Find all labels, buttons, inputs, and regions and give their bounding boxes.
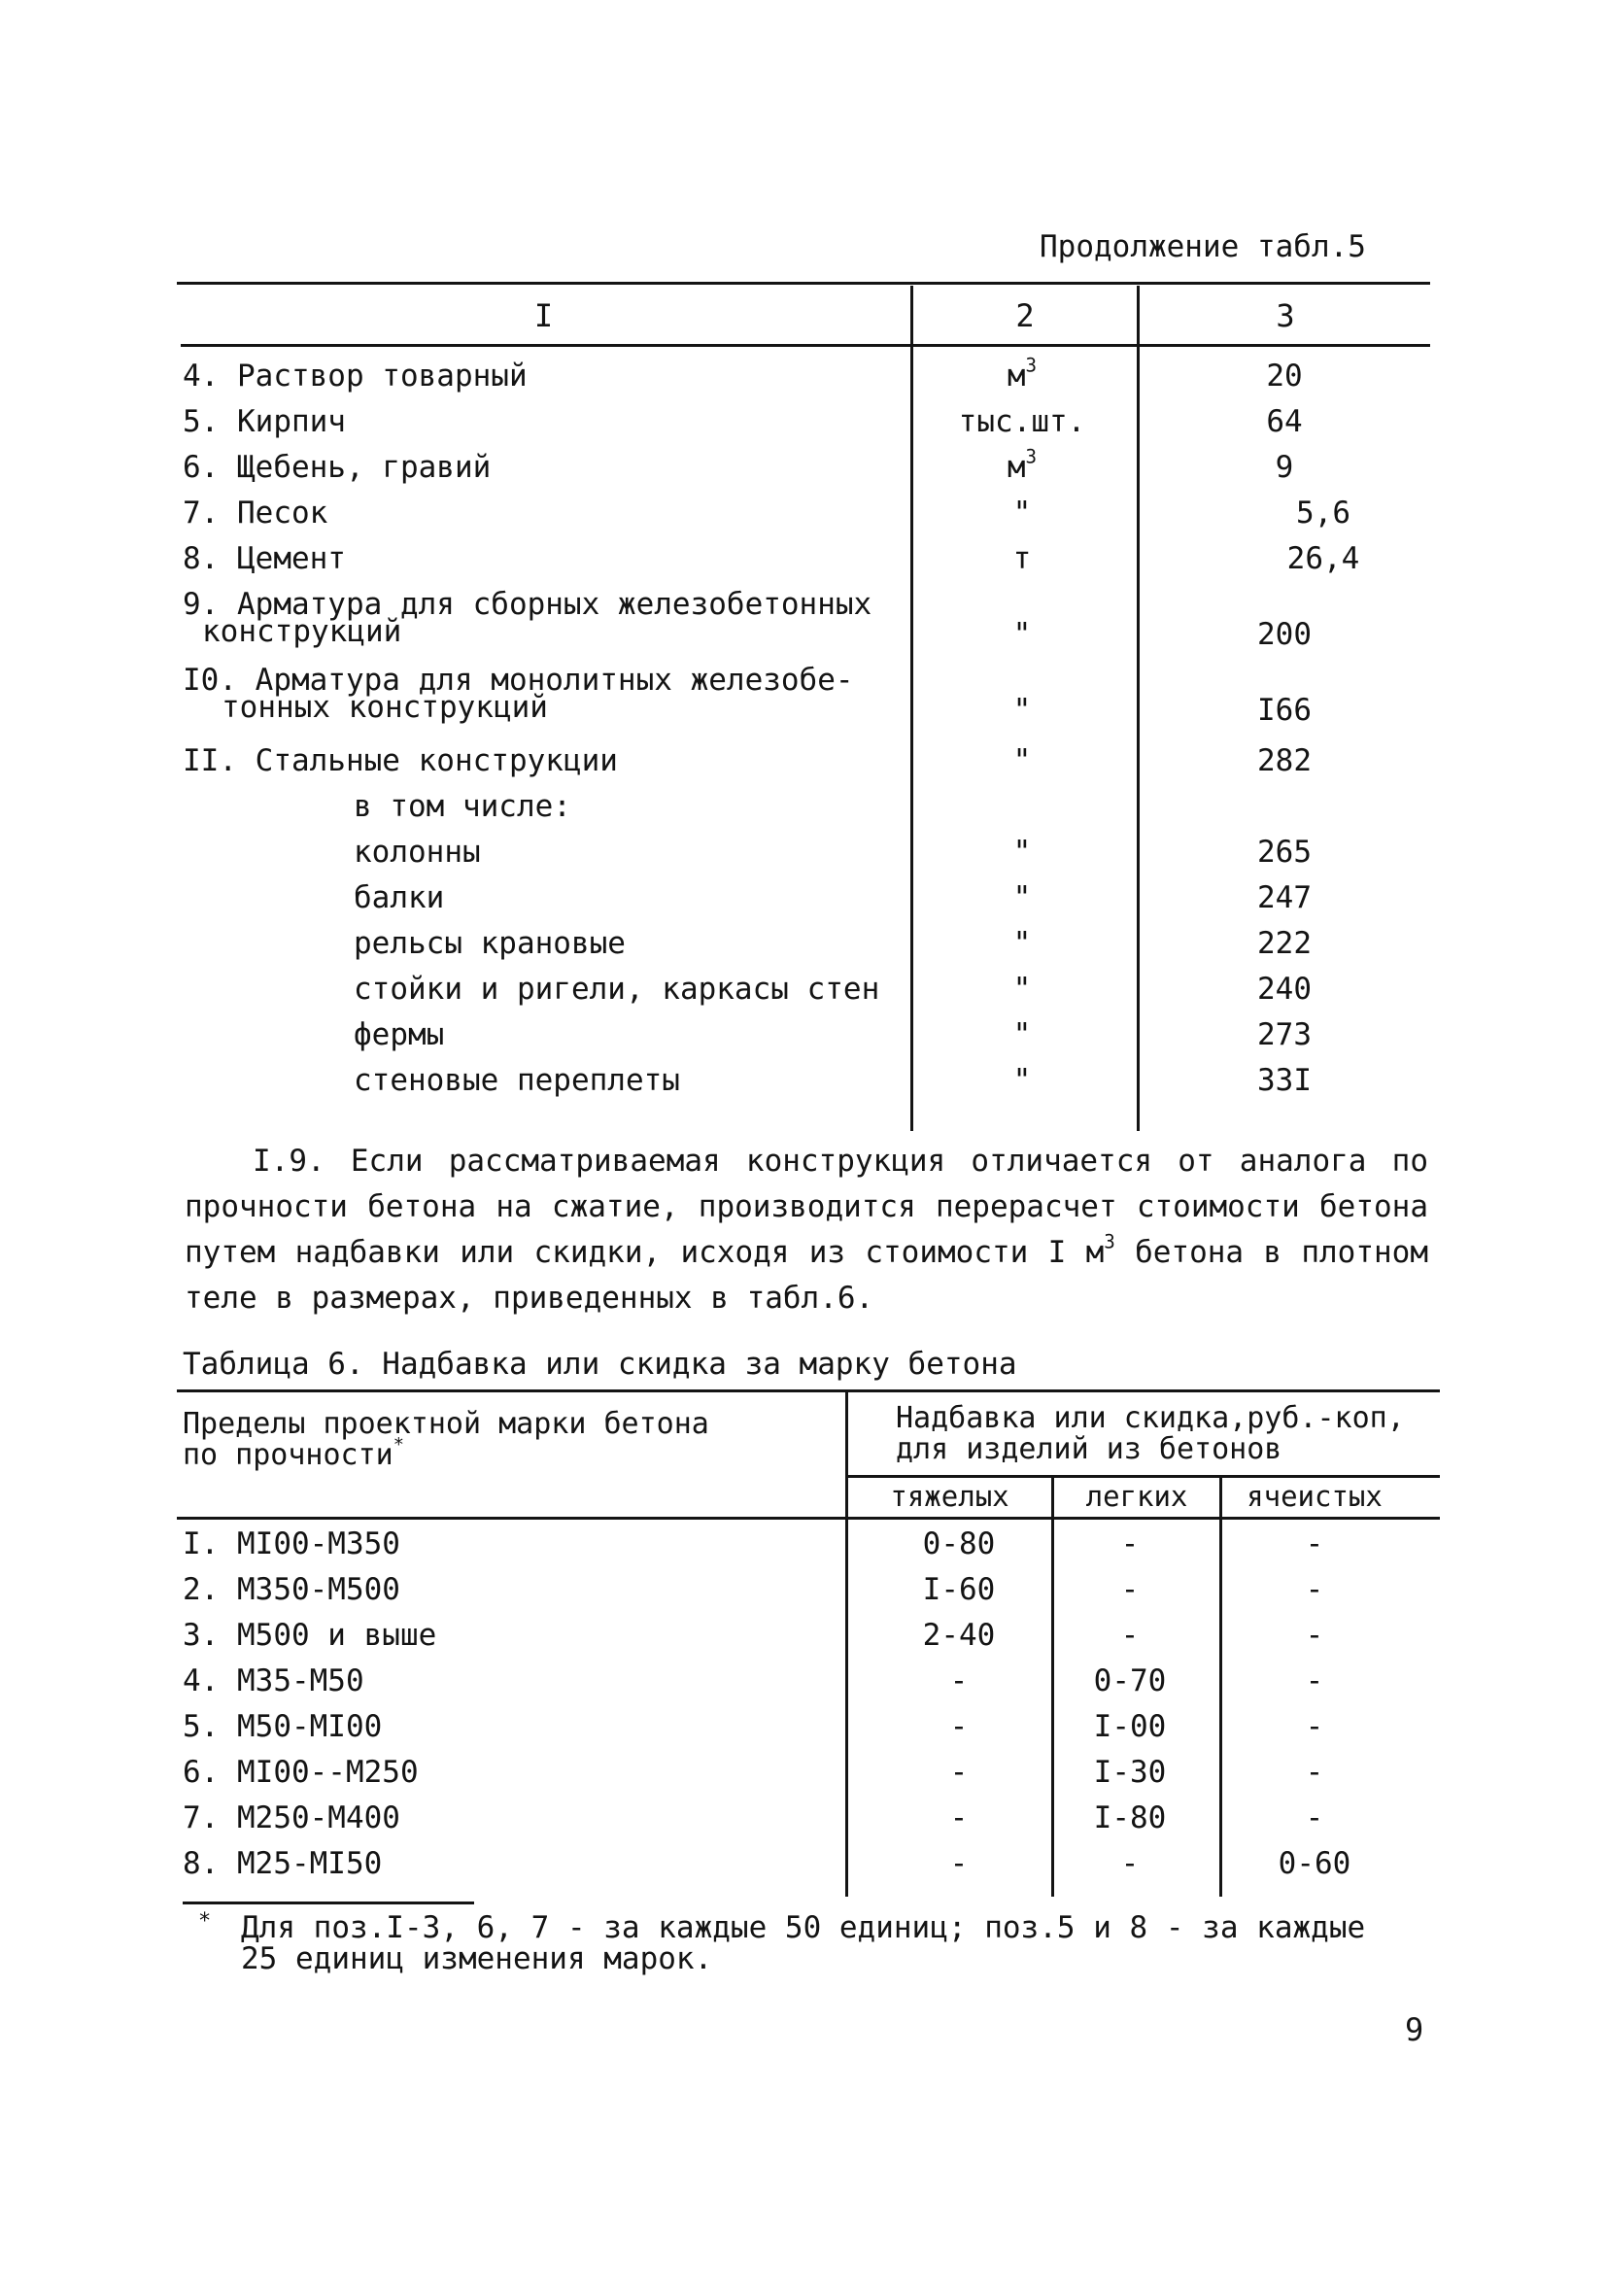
item-value: 240 — [1257, 972, 1312, 1007]
range-cell: I. MI00-M350 — [183, 1526, 400, 1561]
item-name: в том числе: — [354, 789, 571, 824]
table-row — [177, 972, 1430, 1019]
cellular-cell: - — [1305, 1526, 1324, 1561]
item-name: стойки и ригели, каркасы стен — [354, 972, 880, 1007]
range-cell: 4. M35-M50 — [183, 1663, 364, 1698]
table6-header-rule — [177, 1517, 1440, 1520]
item-name: 9. Арматура для сборных железобетонных конструкций — [183, 587, 872, 649]
heavy-cell: I-60 — [922, 1572, 996, 1607]
table-row — [177, 587, 1430, 655]
item-value: 282 — [1257, 743, 1312, 778]
item-value: 9 — [1275, 450, 1294, 485]
cellular-cell: - — [1305, 1618, 1324, 1653]
cellular-cell: - — [1305, 1663, 1324, 1698]
item-name: 6. Щебень, гравий — [183, 450, 492, 485]
table-row — [177, 1704, 1440, 1749]
item-name: балки — [354, 880, 445, 915]
table6-top-rule — [177, 1389, 1440, 1392]
heavy-cell: - — [949, 1709, 969, 1744]
cellular-cell: - — [1305, 1709, 1324, 1744]
item-value: 64 — [1266, 404, 1303, 439]
table-row — [177, 926, 1430, 974]
table-row — [177, 354, 1430, 406]
item-value: 26,4 — [1286, 541, 1360, 576]
cellular-cell: 0-60 — [1278, 1846, 1351, 1881]
table-row — [177, 1063, 1430, 1111]
range-cell: 5. M50-MI00 — [183, 1709, 383, 1744]
footnote-line1: Для поз.I-3, 6, 7 - за каждые 50 единиц; поз.5 и 8 - за каждые — [241, 1910, 1366, 1945]
table5-header-col2: 2 — [1015, 297, 1035, 334]
item-unit: $м^3$ — [1007, 354, 1038, 394]
heavy-cell: - — [949, 1846, 969, 1881]
table-row — [177, 1750, 1440, 1795]
light-cell: - — [1120, 1618, 1140, 1653]
table5-header-rule — [181, 344, 1430, 347]
table-row — [177, 1567, 1440, 1612]
light-cell: - — [1120, 1572, 1140, 1607]
table-row — [177, 498, 1430, 543]
continuation-caption: Продолжение табл.5 — [1040, 229, 1366, 264]
item-value: 5,6 — [1296, 496, 1350, 531]
table-row — [177, 404, 1430, 452]
item-unit: " — [1012, 743, 1032, 778]
table-row — [177, 445, 1430, 497]
table-row — [177, 663, 1430, 731]
table6 — [177, 1389, 1440, 1897]
item-unit: $м^3$ — [1007, 445, 1038, 485]
item-unit: " — [1012, 1017, 1032, 1052]
item-unit: " — [1012, 693, 1032, 728]
heavy-cell: - — [949, 1755, 969, 1790]
table-row — [177, 1522, 1440, 1566]
heavy-cell: - — [949, 1663, 969, 1698]
item-unit: " — [1012, 926, 1032, 961]
table6-title: Таблица 6. Надбавка или скидка за марку бетона — [183, 1347, 1017, 1382]
table5-header-col3: 3 — [1276, 297, 1295, 334]
table5-header-col1: I — [533, 297, 554, 334]
table-row — [177, 1659, 1440, 1703]
subheader-light: легких — [1085, 1480, 1188, 1513]
table-row — [177, 880, 1430, 928]
item-unit: " — [1012, 972, 1032, 1007]
table-row — [177, 1796, 1440, 1840]
item-value: 33I — [1257, 1063, 1312, 1098]
light-cell: 0-70 — [1093, 1663, 1167, 1698]
table5 — [177, 282, 1430, 1131]
item-name: 8. Цемент — [183, 541, 346, 576]
item-value: 273 — [1257, 1017, 1312, 1052]
table-row — [177, 1841, 1440, 1886]
light-cell: I-00 — [1093, 1709, 1167, 1744]
item-unit: т — [1012, 541, 1032, 576]
item-value: I66 — [1257, 693, 1312, 728]
item-name: колонны — [354, 835, 481, 870]
cellular-cell: - — [1305, 1572, 1324, 1607]
item-name: 5. Кирпич — [183, 404, 346, 439]
light-cell: I-30 — [1093, 1755, 1167, 1790]
table-row — [177, 541, 1430, 589]
item-unit: тыс.шт. — [958, 404, 1086, 439]
table5-top-rule — [177, 282, 1430, 285]
item-value: 247 — [1257, 880, 1312, 915]
light-cell: - — [1120, 1846, 1140, 1881]
heavy-cell: - — [949, 1800, 969, 1835]
table-row — [177, 789, 1430, 837]
item-value: 265 — [1257, 835, 1312, 870]
item-name: 4. Раствор товарный — [183, 359, 528, 394]
item-unit: " — [1012, 496, 1032, 531]
item-name: II. Стальные конструкции — [183, 743, 618, 778]
subheader-heavy: тяжелых — [890, 1480, 1009, 1513]
footnote-line2: 25 единиц изменения марок. — [241, 1941, 713, 1976]
table-row — [177, 1017, 1430, 1065]
item-value: 20 — [1266, 359, 1303, 394]
table-row — [177, 1613, 1440, 1658]
range-cell: 2. M350-M500 — [183, 1572, 400, 1607]
item-value: 222 — [1257, 926, 1312, 961]
subheader-cellular: ячеистых — [1247, 1480, 1383, 1513]
item-name: стеновые переплеты — [354, 1063, 680, 1098]
footnote-rule — [183, 1902, 474, 1904]
item-name: фермы — [354, 1017, 445, 1052]
item-value: 200 — [1257, 617, 1312, 652]
item-unit: " — [1012, 617, 1032, 652]
item-unit: " — [1012, 1063, 1032, 1098]
range-cell: 8. M25-MI50 — [183, 1846, 383, 1881]
heavy-cell: 2-40 — [922, 1618, 996, 1653]
table-row — [177, 743, 1430, 791]
table6-header-range: Пределы проектной марки бетона по прочности* — [183, 1407, 709, 1472]
footnote — [198, 1909, 1426, 1976]
page-number: 9 — [1405, 2011, 1424, 2048]
table-row — [177, 835, 1430, 882]
range-cell: 7. M250-M400 — [183, 1800, 400, 1835]
item-unit: " — [1012, 880, 1032, 915]
heavy-cell: 0-80 — [922, 1526, 996, 1561]
item-unit: " — [1012, 835, 1032, 870]
footnote-mark: * — [198, 1909, 212, 1934]
item-name: 7. Песок — [183, 496, 328, 531]
range-cell: 3. M500 и выше — [183, 1618, 437, 1653]
cellular-cell: - — [1305, 1800, 1324, 1835]
light-cell: - — [1120, 1526, 1140, 1561]
item-name: I0. Арматура для монолитных железобе- тонных конструкций — [183, 663, 854, 725]
range-cell: 6. MI00--M250 — [183, 1755, 419, 1790]
paragraph-1-9: I.9. Если рассматриваемая конструкция отличается от аналога по прочности бетона на сжатие, производится перерасчет стоимости бетона путем надбавки или скидки, исходя из стоимости I $м^3$ бетона в плотном теле в размерах, приведенных в табл.6. — [185, 1144, 1428, 1316]
cellular-cell: - — [1305, 1755, 1324, 1790]
table6-header-surcharge: Надбавка или скидка,руб.-коп, для изделий из бетонов — [896, 1401, 1405, 1466]
light-cell: I-80 — [1093, 1800, 1167, 1835]
item-name: рельсы крановые — [354, 926, 626, 961]
